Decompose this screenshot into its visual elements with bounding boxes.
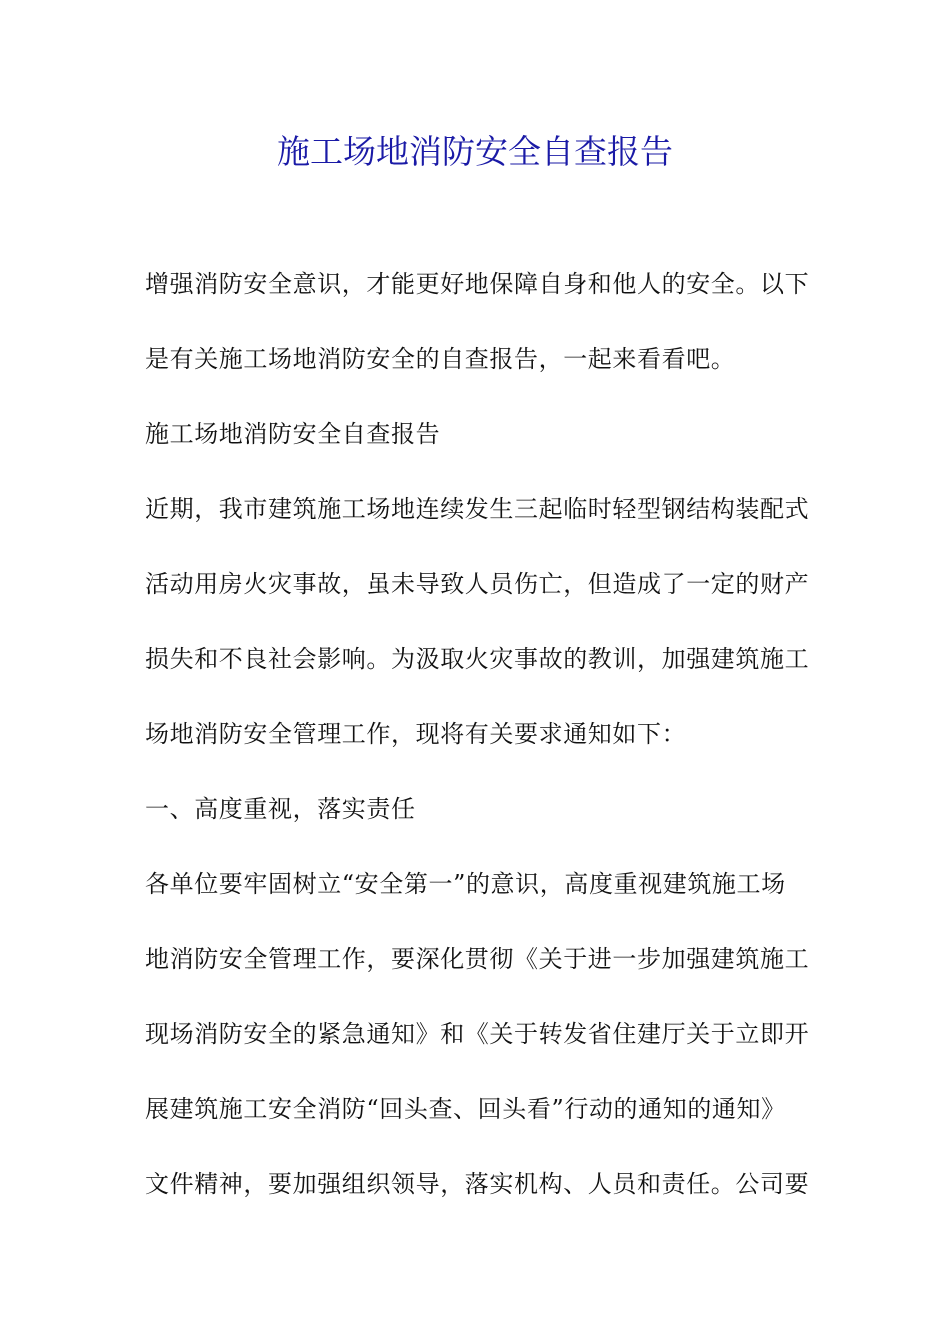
- paragraph-line: 文件精神，要加强组织领导，落实机构、人员和责任。公司要: [145, 1170, 810, 1198]
- paragraph-line: 近期，我市建筑施工场地连续发生三起临时轻型钢结构装配式: [145, 495, 810, 523]
- paragraph-line: 各单位要牢固树立“安全第一”的意识，高度重视建筑施工场: [145, 870, 786, 898]
- section-heading: 一、高度重视，落实责任: [145, 795, 416, 823]
- document-title: 施工场地消防安全自查报告: [277, 132, 673, 171]
- paragraph-line: 现场消防安全的紧急通知》和《关于转发省住建厅关于立即开: [145, 1020, 810, 1048]
- paragraph-line: 场地消防安全管理工作，现将有关要求通知如下：: [145, 720, 687, 748]
- paragraph-line: 增强消防安全意识，才能更好地保障自身和他人的安全。以下: [145, 270, 810, 298]
- paragraph-line: 损失和不良社会影响。为汲取火灾事故的教训，加强建筑施工: [145, 645, 810, 673]
- paragraph-line: 是有关施工场地消防安全的自查报告，一起来看看吧。: [145, 345, 736, 373]
- paragraph-line: 地消防安全管理工作，要深化贯彻《关于进一步加强建筑施工: [145, 945, 810, 973]
- paragraph-line: 活动用房火灾事故，虽未导致人员伤亡，但造成了一定的财产: [145, 570, 810, 598]
- paragraph-line: 展建筑施工安全消防“回头查、回头看”行动的通知的通知》: [145, 1095, 786, 1123]
- section-heading: 施工场地消防安全自查报告: [145, 420, 441, 448]
